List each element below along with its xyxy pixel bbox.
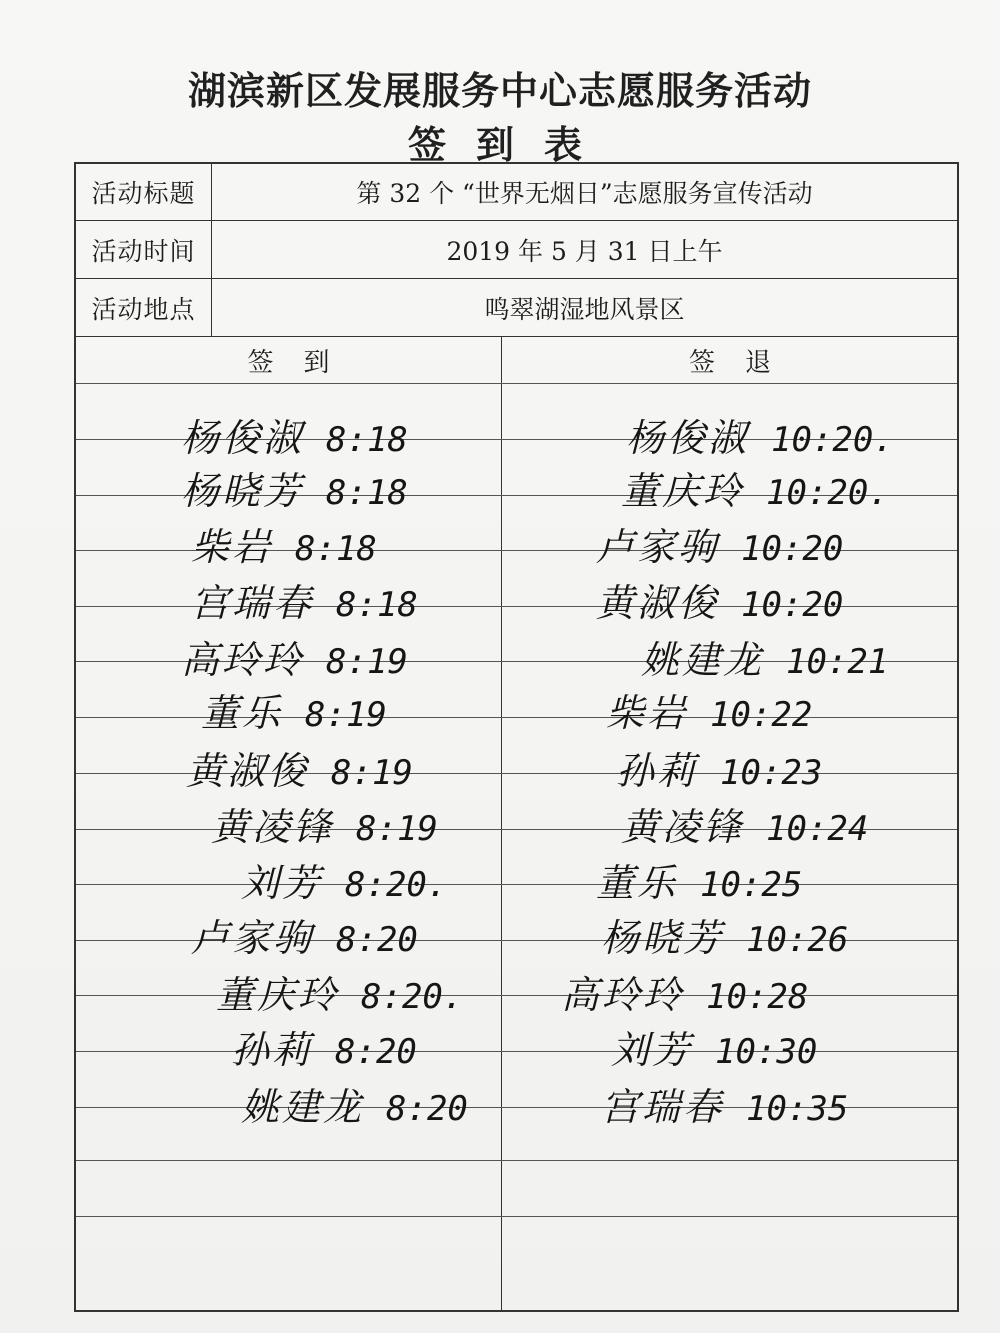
signout-entry	[596, 516, 843, 571]
signout-entry	[561, 964, 808, 1019]
signout-entry	[606, 682, 812, 737]
signout-entry	[626, 407, 894, 462]
signin-entry	[241, 852, 447, 907]
signout-time: 10:22	[710, 695, 813, 735]
signout-name: 黄凌锋	[621, 805, 745, 849]
signin-entry	[186, 740, 413, 795]
info-label: 活动地点	[76, 279, 212, 336]
signin-time: 8:19	[331, 753, 413, 793]
signin-time: 8:20	[336, 920, 418, 960]
signin-time: 8:20	[335, 1032, 417, 1072]
signin-entry	[211, 796, 438, 851]
signin-entry	[181, 629, 408, 684]
signin-name: 黄凌锋	[211, 805, 335, 849]
signout-time: 10:20.	[771, 420, 894, 460]
signin-entry	[231, 1019, 417, 1074]
signout-name: 柴岩	[606, 691, 689, 735]
signin-entry	[181, 460, 408, 515]
signin-entry	[241, 1076, 468, 1131]
signin-time: 8:18	[336, 585, 418, 625]
column-divider	[501, 337, 502, 1310]
document-subtitle: 签到表	[407, 122, 612, 167]
signout-name: 刘芳	[611, 1028, 694, 1072]
signout-time: 10:30	[715, 1032, 818, 1072]
ruled-line	[76, 884, 957, 885]
info-value: 鸣翠湖湿地风景区	[484, 294, 685, 324]
signin-time: 8:20.	[361, 977, 464, 1017]
signin-name: 董乐	[201, 691, 284, 735]
signout-name: 高玲玲	[561, 973, 685, 1017]
signout-name: 孙莉	[616, 749, 699, 793]
signout-time: 10:24	[766, 809, 869, 849]
signin-name: 刘芳	[241, 861, 324, 905]
signin-name: 姚建龙	[241, 1085, 365, 1129]
ruled-line	[76, 1216, 957, 1217]
signout-entry	[596, 572, 843, 627]
signin-time: 8:19	[356, 809, 438, 849]
signout-time: 10:35	[746, 1089, 849, 1129]
signin-name: 孙莉	[231, 1028, 314, 1072]
info-row-title	[76, 164, 957, 221]
signout-name: 姚建龙	[641, 638, 765, 682]
signout-time: 10:20	[741, 529, 844, 569]
signout-time: 10:21	[786, 642, 889, 682]
signin-entry	[216, 964, 463, 1019]
info-row-time	[76, 221, 957, 279]
signin-time: 8:18	[326, 473, 408, 513]
signin-time: 8:18	[295, 529, 377, 569]
signout-entry	[621, 796, 868, 851]
signout-entry	[601, 907, 848, 962]
ruled-line	[76, 1051, 957, 1052]
signout-time: 10:23	[720, 753, 823, 793]
info-value: 2019 年 5 月 31 日上午	[446, 236, 723, 266]
ruled-line	[76, 1160, 957, 1161]
signin-time: 8:20.	[345, 865, 448, 905]
signin-name: 宫瑞春	[191, 581, 315, 625]
signout-name: 杨俊淑	[626, 416, 750, 460]
signout-name: 黄淑俊	[596, 581, 720, 625]
signin-name: 柴岩	[191, 525, 274, 569]
signout-entry	[596, 852, 802, 907]
signout-entry	[611, 1019, 817, 1074]
signin-time: 8:18	[326, 420, 408, 460]
signout-entry	[616, 740, 822, 795]
signout-name: 董乐	[596, 861, 679, 905]
signout-entry	[621, 460, 889, 515]
signout-name: 卢家驹	[596, 525, 720, 569]
signin-time: 8:19	[305, 695, 387, 735]
info-value: 第 32 个 “世界无烟日”志愿服务宣传活动	[356, 179, 813, 208]
signout-name: 宫瑞春	[601, 1085, 725, 1129]
signin-name: 黄淑俊	[186, 749, 310, 793]
signin-entry	[191, 572, 418, 627]
signin-name: 卢家驹	[191, 916, 315, 960]
signin-entry	[181, 407, 408, 462]
signin-name: 杨晓芳	[181, 469, 305, 513]
ruled-line	[76, 995, 957, 996]
info-row-location	[76, 279, 957, 337]
signout-column-header: 签退	[688, 347, 801, 378]
signin-column-header: 签到	[247, 347, 360, 378]
signin-time: 8:20	[386, 1089, 468, 1129]
signout-time: 10:28	[706, 977, 809, 1017]
signin-entry	[191, 907, 418, 962]
signout-entry	[641, 629, 888, 684]
signout-time: 10:25	[700, 865, 803, 905]
signout-time: 10:20	[741, 585, 844, 625]
document-title: 湖滨新区发展服务中心志愿服务活动	[187, 68, 812, 113]
info-label: 活动时间	[76, 221, 212, 278]
signout-time: 10:20.	[766, 473, 889, 513]
signin-entry	[191, 516, 377, 571]
signout-time: 10:26	[746, 920, 849, 960]
signin-name: 杨俊淑	[181, 416, 305, 460]
signin-time: 8:19	[326, 642, 408, 682]
signin-entry	[201, 682, 387, 737]
sign-in-table	[74, 162, 959, 1312]
ruled-line	[76, 383, 957, 384]
signout-entry	[601, 1076, 848, 1131]
signin-name: 董庆玲	[216, 973, 340, 1017]
signout-name: 杨晓芳	[601, 916, 725, 960]
signout-name: 董庆玲	[621, 469, 745, 513]
info-label: 活动标题	[76, 164, 212, 220]
signin-name: 高玲玲	[181, 638, 305, 682]
